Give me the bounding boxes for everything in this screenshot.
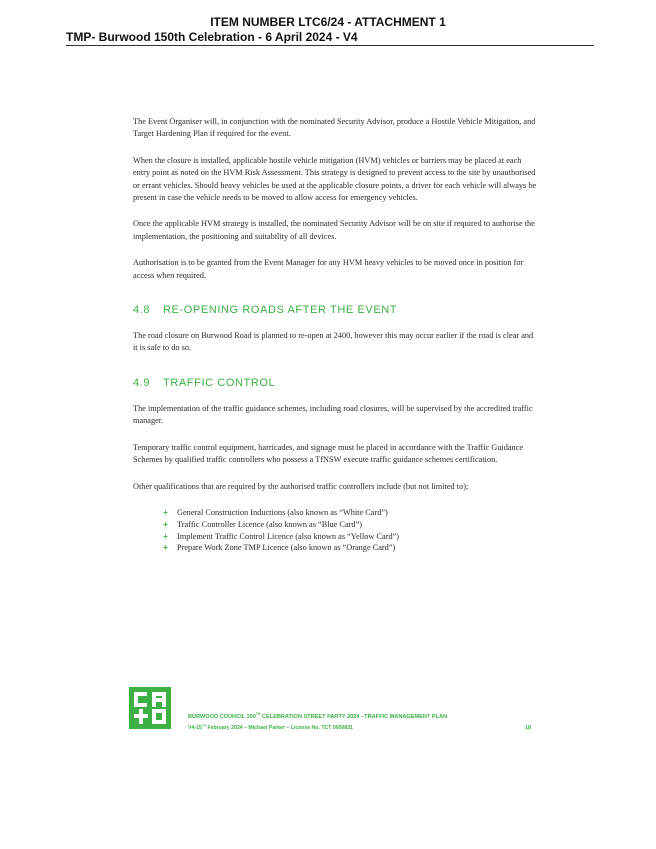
section-title: TRAFFIC CONTROL	[163, 376, 276, 389]
list-item: + Traffic Controller Licence (also known as “Blue Card”)	[163, 518, 363, 529]
plus-icon: +	[163, 530, 168, 541]
paragraph-equipment: Temporary traffic control equipment, barricades, and signage must be placed in accordance with the Traffic Guidance Schemes by qualified traffic controllers who possess a TfNSW execute traffic guidance schemes certification.	[133, 442, 524, 465]
plus-icon: +	[163, 542, 168, 553]
section-heading-traffic-control	[133, 377, 537, 389]
document-subtitle: TMP- Burwood 150th Celebration - 6 April 2024 - V4	[66, 30, 358, 44]
section-heading-reopening	[133, 304, 537, 316]
header-divider	[66, 45, 594, 46]
plus-icon: +	[163, 518, 168, 529]
paragraph-hvm-plan: The Event Organiser will, in conjunction with the nominated Security Advisor, produce a Hostile Vehicle Mitigation, and Target Hardening Plan if required for the event.	[133, 117, 536, 139]
paragraph-supervision: The implementation of the traffic guidance schemes, including road closures, will be supervised by the accredited traffic manager.	[133, 403, 533, 426]
plus-icon: +	[163, 506, 168, 517]
cato-logo-icon	[129, 687, 171, 729]
paragraph-qualifications: Other qualifications that are required by the authorised traffic controllers include (but not limited to);	[133, 481, 469, 491]
attachment-title: ITEM NUMBER LTC6/24 - ATTACHMENT 1	[210, 15, 446, 29]
section-title: RE-OPENING ROADS AFTER THE EVENT	[163, 304, 398, 317]
list-item: + Implement Traffic Control Licence (also known as “Yellow Card”)	[163, 530, 400, 541]
list-item: + General Construction Inductions (also known as “White Card”)	[163, 506, 388, 517]
list-item: + Prepare Work Zone TMP Licence (also known as “Orange Card”)	[163, 542, 396, 553]
footer-title: BURWOOD COUNCIL 150TH CELEBRATION STREET PARTY 2024 –TRAFFIC MANAGEMENT PLAN	[188, 712, 448, 720]
paragraph-reopening: The road closure on Burwood Road is planned to re-open at 2400, however this may occur earlier if the road is clear and it is safe to do so.	[133, 331, 534, 353]
page-body	[133, 116, 537, 554]
section-number: 4.8	[133, 304, 151, 317]
footer-version: V4-15TH February 2024 – Michael Parker – License No. TCT 0050831	[188, 723, 354, 731]
paragraph-hvm-authorisation: Authorisation is to be granted from the Event Manager for any HVM heavy vehicles to be moved once in position for access when required.	[133, 258, 524, 280]
qualifications-list	[133, 507, 537, 554]
page-number: 18	[525, 725, 531, 731]
paragraph-hvm-advisor: Once the applicable HVM strategy is installed, the nominated Security Advisor will be on site if required to authorise the implementation, the positioning and suitability of all devices.	[133, 219, 535, 241]
paragraph-hvm-closure: When the closure is installed, applicable hostile vehicle mitigation (HVM) vehicles or barriers may be placed at each entry point as noted on the HVM Risk Assessment. This strategy is designed to prevent access to the site by unauthorised or errant vehicles. Should heavy vehicles be used at the applicable closure points, a driver for each vehicle will always be present in case the vehicle needs to be moved to allow access for emergency vehicles.	[133, 155, 537, 203]
section-number: 4.9	[133, 376, 151, 389]
